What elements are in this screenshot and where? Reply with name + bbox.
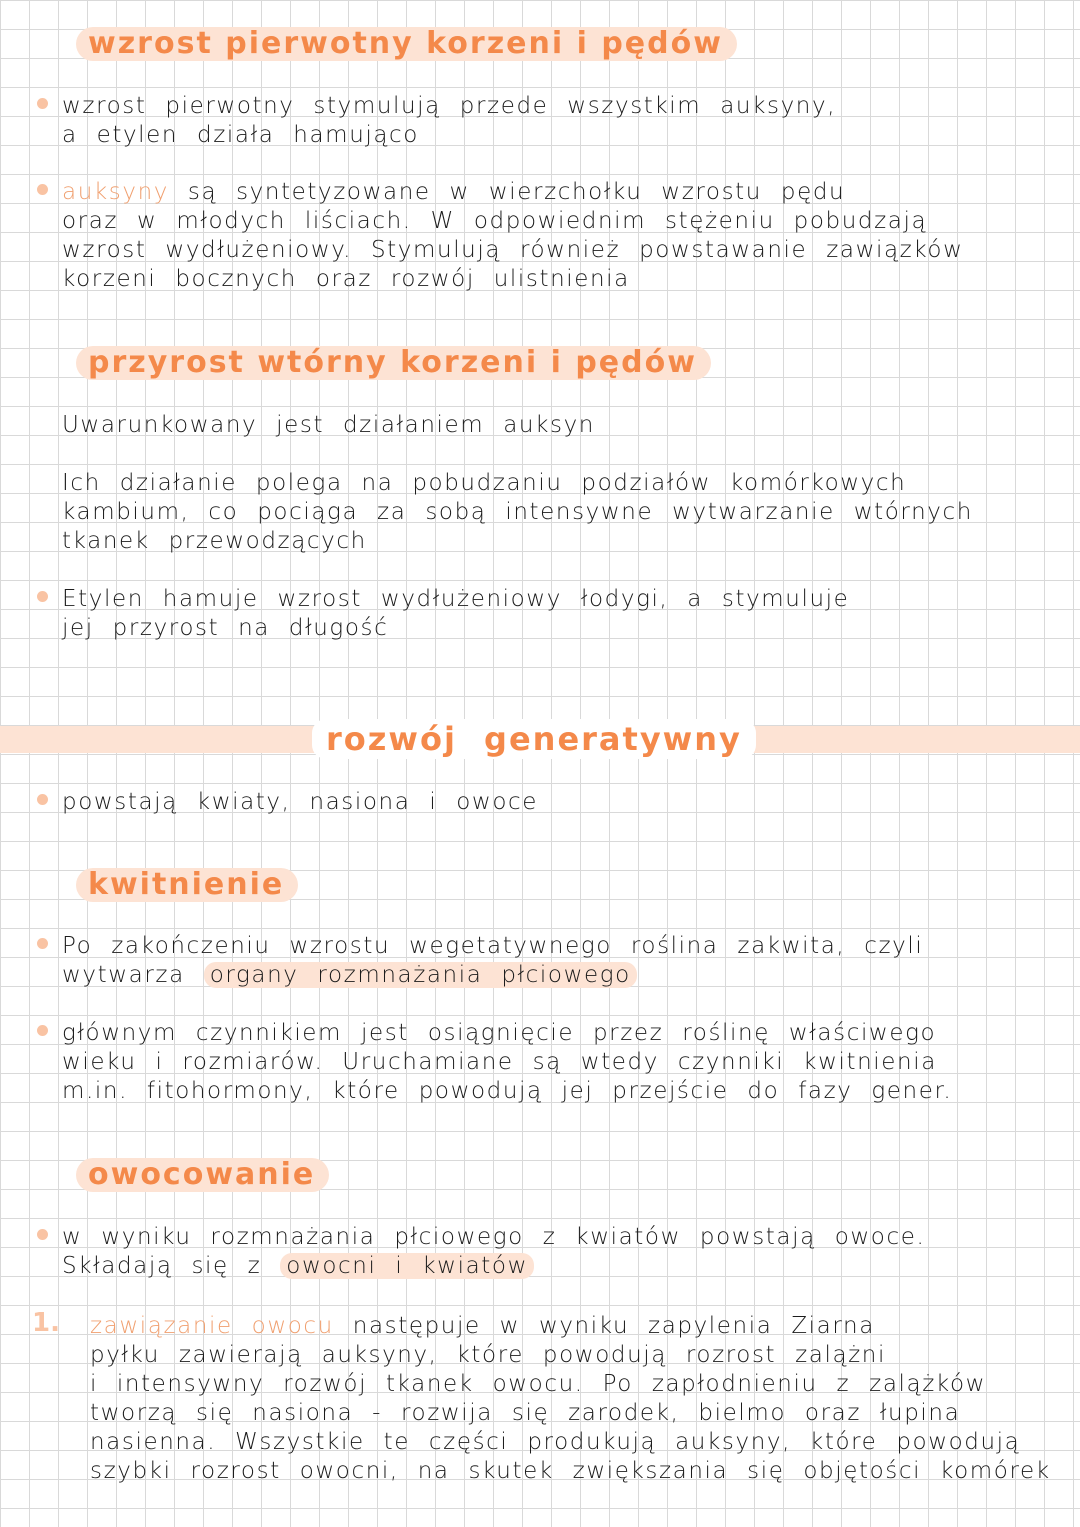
bullet-icon bbox=[37, 98, 48, 109]
text-line: wieku i rozmiarów. Uruchamiane są wtedy czynniki kwitnienia bbox=[62, 1049, 937, 1075]
text-line: Ich działanie polega na pobudzaniu podziałów komórkowych bbox=[62, 470, 907, 496]
bullet-icon bbox=[37, 1025, 48, 1036]
text-fragment: są syntetyzowane w wierzchołku wzrostu pędu bbox=[187, 179, 846, 205]
text-line bbox=[62, 961, 637, 990]
bullet-icon bbox=[37, 591, 48, 602]
text-fragment: Składają się z bbox=[62, 1253, 262, 1279]
heading-secondary-growth: przyrost wtórny korzeni i pędów bbox=[76, 346, 711, 380]
text-line: jej przyrost na długość bbox=[62, 615, 389, 641]
bullet-icon bbox=[37, 1229, 48, 1240]
text-line: Uwarunkowany jest działaniem auksyn bbox=[62, 412, 595, 438]
text-line: m.in. fitohormony, które powodują jej przejście do fazy gener. bbox=[62, 1078, 953, 1104]
list-number: 1. bbox=[32, 1308, 60, 1338]
text-line: wzrost wydłużeniowy. Stymulują również powstawanie zawiązków bbox=[62, 237, 964, 263]
text-line: powstają kwiaty, nasiona i owoce bbox=[62, 789, 538, 815]
text-line: w wyniku rozmnażania płciowego z kwiatów powstają owoce. bbox=[62, 1224, 926, 1250]
accent-term-auksyny: auksyny bbox=[62, 179, 169, 205]
text-fragment: następuje w wyniku zapylenia Ziarna bbox=[352, 1313, 875, 1339]
text-line: nasienna. Wszystkie te części produkują auksyny, które powodują bbox=[90, 1429, 1021, 1455]
text-line bbox=[62, 178, 845, 207]
text-line: Po zakończeniu wzrostu wegetatywnego roślina zakwita, czyli bbox=[62, 933, 924, 959]
heading-flowering: kwitnienie bbox=[76, 868, 298, 902]
bullet-icon bbox=[37, 184, 48, 195]
text-line: korzeni bocznych oraz rozwój ulistnienia bbox=[62, 266, 630, 292]
bullet-icon bbox=[37, 794, 48, 805]
highlighted-term: owocni i kwiatów bbox=[280, 1253, 534, 1279]
text-line: kambium, co pociąga za sobą intensywne wytwarzanie wtórnych bbox=[62, 499, 973, 525]
accent-term-fruit-set: zawiązanie owocu bbox=[90, 1313, 334, 1339]
heading-generative-development: rozwój generatywny bbox=[312, 719, 756, 759]
text-line: tkanek przewodzących bbox=[62, 528, 367, 554]
text-line: szybki rozrost owocni, na skutek zwiększania się objętości komórek bbox=[90, 1458, 1051, 1484]
text-line: a etylen działa hamująco bbox=[62, 122, 419, 148]
text-line: Etylen hamuje wzrost wydłużeniowy łodygi, a stymuluje bbox=[62, 586, 850, 612]
heading-primary-growth: wzrost pierwotny korzeni i pędów bbox=[76, 27, 737, 61]
text-line: tworzą się nasiona - rozwija się zarodek, bielmo oraz łupina bbox=[90, 1400, 961, 1426]
highlighted-term: organy rozmnażania płciowego bbox=[204, 962, 637, 988]
heading-fruiting: owocowanie bbox=[76, 1158, 329, 1192]
text-line bbox=[62, 1252, 534, 1281]
text-fragment: wytwarza bbox=[62, 962, 185, 988]
bullet-icon bbox=[37, 938, 48, 949]
text-line: wzrost pierwotny stymulują przede wszystkim auksyny, bbox=[62, 93, 837, 119]
text-line bbox=[90, 1312, 875, 1341]
text-line: głównym czynnikiem jest osiągnięcie przez roślinę właściwego bbox=[62, 1020, 937, 1046]
text-line: pyłku zawierają auksyny, które powodują rozrost zalążni bbox=[90, 1342, 886, 1368]
text-line: oraz w młodych liściach. W odpowiednim stężeniu pobudzają bbox=[62, 208, 928, 234]
text-line: i intensywny rozwój tkanek owocu. Po zapłodnieniu z zalążków bbox=[90, 1371, 987, 1397]
